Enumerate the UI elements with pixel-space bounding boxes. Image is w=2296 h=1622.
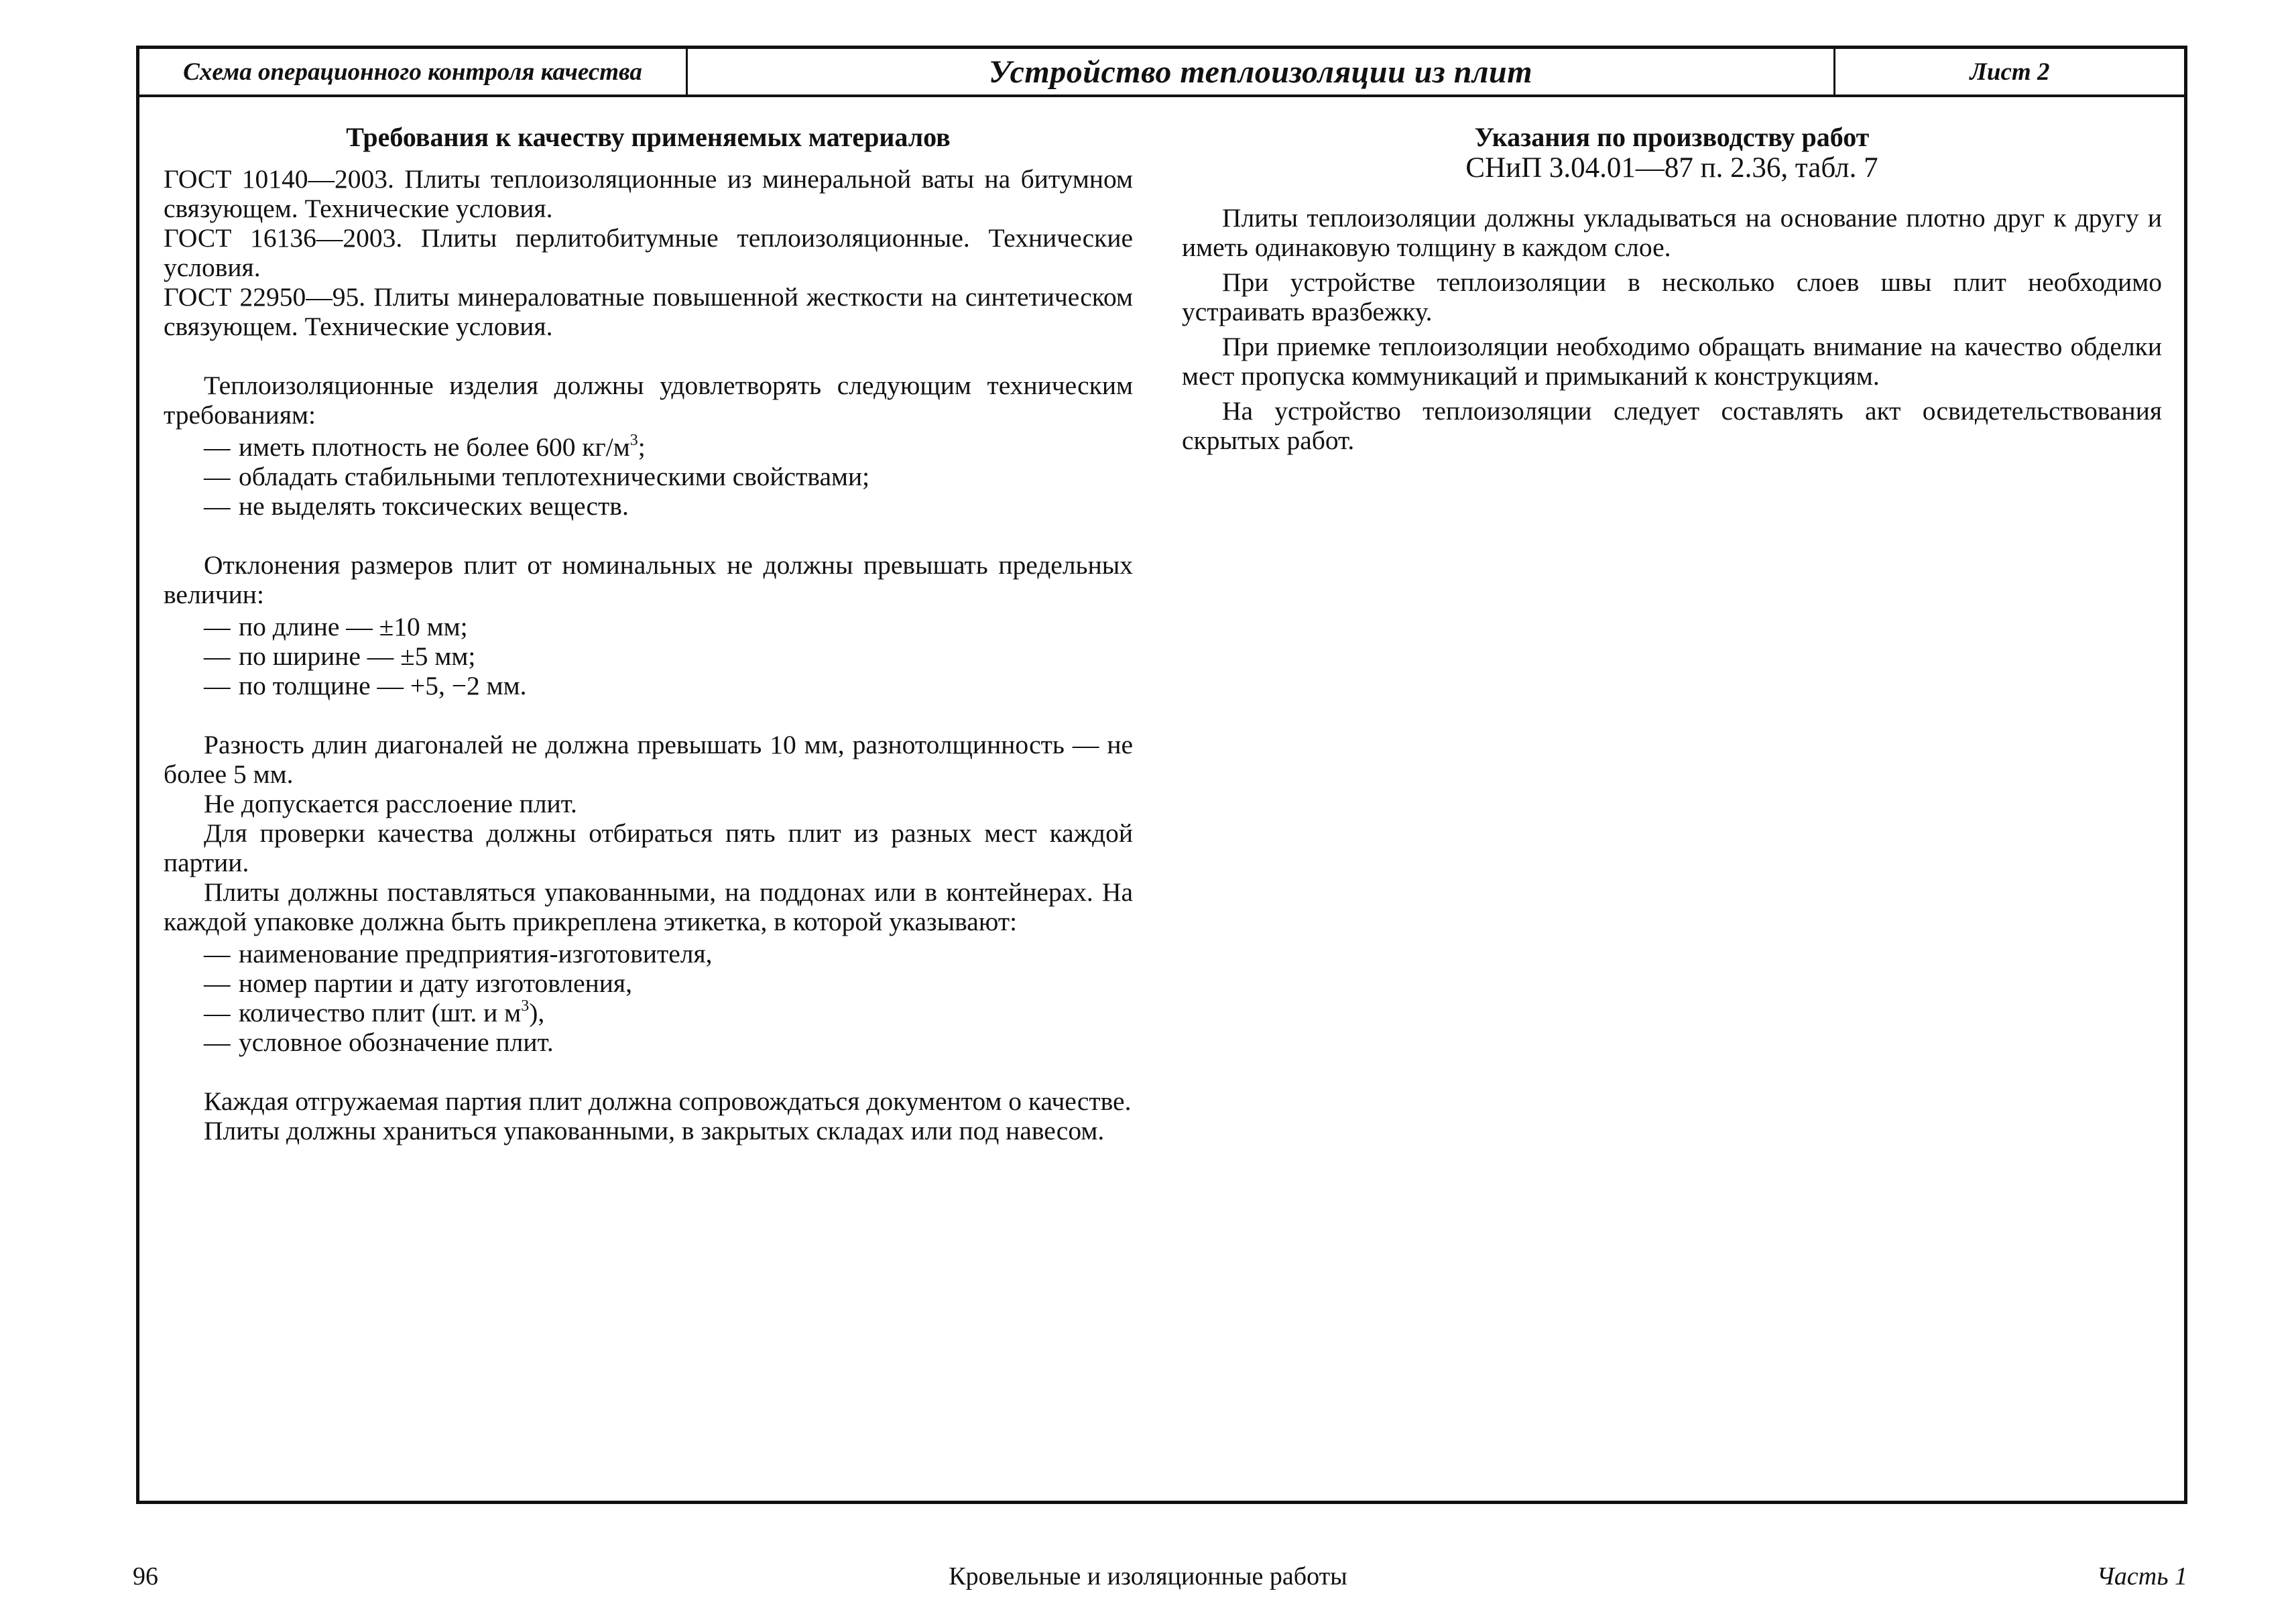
deviations-intro: Отклонения размеров плит от номинальных не должны превышать предельных величин:	[164, 550, 1133, 609]
page-number: 96	[133, 1562, 158, 1590]
part-label: Часть 1	[2096, 1562, 2187, 1590]
requirements-intro: Теплоизоляционные изделия должны удовлетворять следующим техническим требованиям:	[164, 371, 1133, 430]
gost-line: ГОСТ 22950—95. Плиты минераловатные повышенной жесткости на синтетическом связующем. Технические условия.	[164, 282, 1133, 341]
paragraph: При приемке теплоизоляции необходимо обращать внимание на качество обделки мест пропуска коммуникаций и примыканий к конструкциям.	[1182, 332, 2162, 391]
spacer	[164, 1057, 1133, 1086]
list-item: — наименование предприятия-изготовителя,	[204, 939, 1133, 969]
list-item: — обладать стабильными теплотехническими свойствами;	[204, 462, 1133, 491]
density-exponent: 3	[629, 432, 638, 449]
density-suffix: ;	[638, 432, 646, 462]
quantity-suffix: ),	[529, 998, 545, 1027]
paragraph: Разность длин диагоналей не должна превышать 10 мм, разнотолщинность — не более 5 мм.	[164, 730, 1133, 789]
list-item: — по длине — ±10 мм;	[204, 612, 1133, 641]
label-items-list	[164, 939, 1133, 1057]
list-item: — не выделять токсических веществ.	[204, 491, 1133, 521]
paragraph: Плиты должны храниться упакованными, в закрытых складах или под навесом.	[204, 1116, 1105, 1145]
paragraph: Для проверки качества должны отбираться пять плит из разных мест каждой партии.	[164, 818, 1133, 877]
header-table	[139, 49, 2184, 97]
header-left-cell: Схема операционного контроля качества	[139, 49, 688, 95]
list-item: — по толщине — +5, −2 мм.	[204, 671, 1133, 700]
quantity-exponent: 3	[521, 997, 530, 1015]
book-title: Кровельные и изоляционные работы	[949, 1562, 1347, 1590]
deviations-list	[164, 612, 1133, 700]
paragraph: Плиты теплоизоляции должны укладываться на основание плотно друг к другу и иметь одинаковую толщину в каждом слое.	[1182, 203, 2162, 262]
gost-line: ГОСТ 16136—2003. Плиты перлитобитумные теплоизоляционные. Технические условия.	[164, 223, 1133, 282]
right-column-subtitle: СНиП 3.04.01—87 п. 2.36, табл. 7	[1465, 152, 1878, 184]
paragraph: При устройстве теплоизоляции в несколько слоев швы плит необходимо устраивать вразбежку.	[1182, 267, 2162, 326]
list-item	[204, 432, 1133, 462]
left-column-title: Требования к качеству применяемых материалов	[346, 122, 951, 152]
document-sheet	[136, 46, 2187, 1504]
spacer	[164, 700, 1133, 730]
quantity-text: количество плит (шт. и м	[239, 998, 522, 1027]
header-title: Устройство теплоизоляции из плит	[688, 49, 1835, 95]
left-column	[164, 123, 1133, 1145]
density-text: иметь плотность не более 600 кг/м	[239, 432, 630, 462]
requirements-list	[164, 432, 1133, 521]
paragraph: Плиты должны поставляться упакованными, на поддонах или в контейнерах. На каждой упаковке должна быть прикреплена этикетка, в которой указывают:	[164, 877, 1133, 936]
paragraph: Каждая отгружаемая партия плит должна сопровождаться документом о качестве.	[204, 1086, 1132, 1116]
right-column	[1182, 123, 2162, 460]
spacer	[164, 521, 1133, 550]
paragraph: Не допускается расслоение плит.	[204, 789, 577, 818]
list-item: — условное обозначение плит.	[204, 1027, 1133, 1057]
list-item	[204, 998, 1133, 1027]
gost-line: ГОСТ 10140—2003. Плиты теплоизоляционные из минеральной ваты на битумном связующем. Технические условия.	[164, 164, 1133, 223]
header-sheet-number: Лист 2	[1970, 58, 2050, 86]
right-column-title: Указания по производству работ	[1474, 122, 1870, 152]
spacer	[164, 341, 1133, 371]
list-item: — номер партии и дату изготовления,	[204, 969, 1133, 998]
list-item: — по ширине — ±5 мм;	[204, 641, 1133, 671]
paragraph: На устройство теплоизоляции следует составлять акт освидетельствования скрытых работ.	[1182, 396, 2162, 455]
